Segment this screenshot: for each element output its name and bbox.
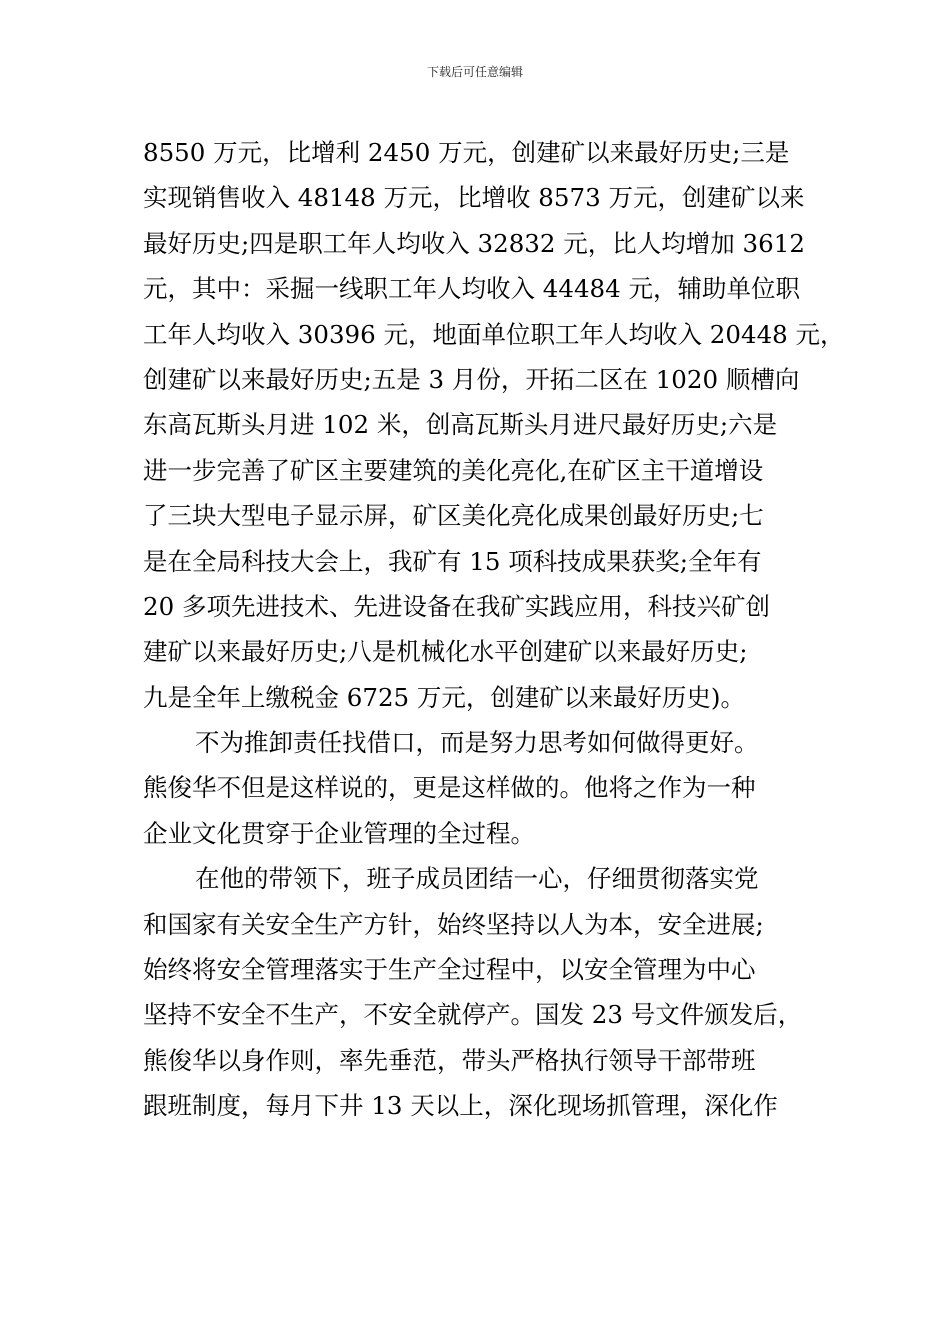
text-line: 实现销售收入 48148 万元，比增收 8573 万元，创建矿以来 [143, 183, 805, 213]
text-line: 坚持不安全不生产，不安全就停产。国发 23 号文件颁发后， [143, 1000, 803, 1030]
text-line: 是在全局科技大会上，我矿有 15 项科技成果获奖;全年有 [143, 546, 762, 576]
text-line: 跟班制度，每月下井 13 天以上，深化现场抓管理，深化作 [143, 1091, 778, 1121]
paragraph [143, 856, 813, 1128]
document-body [143, 130, 845, 1129]
text-line: 最好历史;四是职工年人均收入 32832 元，比人均增加 3612 [143, 228, 805, 258]
text-line: 进一步完善了矿区主要建筑的美化亮化,在矿区主干道增设 [143, 455, 764, 485]
text-line: 和国家有关安全生产方针，始终坚持以人为本，安全进展; [143, 909, 764, 939]
text-line: 20 多项先进技术、先进设备在我矿实践应用，科技兴矿创 [143, 591, 770, 621]
paragraph [143, 720, 813, 856]
text-line: 工年人均收入 30396 元，地面单位职工年人均收入 20448 元， [143, 319, 845, 349]
text-line: 建矿以来最好历史;八是机械化水平创建矿以来最好历史; [143, 637, 748, 667]
text-line: 九是全年上缴税金 6725 万元，创建矿以来最好历史)。 [143, 682, 745, 712]
text-line: 企业文化贯穿于企业管理的全过程。 [143, 818, 535, 848]
text-line: 熊俊华不但是这样说的，更是这样做的。他将之作为一种 [143, 773, 756, 803]
text-line: 不为推卸责任找借口，而是努力思考如何做得更好。 [195, 728, 759, 758]
text-line: 始终将安全管理落实于生产全过程中，以安全管理为中心 [143, 955, 756, 985]
text-line: 东高瓦斯头月进 102 米，创高瓦斯头月进尺最好历史;六是 [143, 410, 778, 440]
text-line: 在他的带领下，班子成员团结一心，仔细贯彻落实党 [195, 864, 759, 894]
text-line: 创建矿以来最好历史;五是 3 月份，开拓二区在 1020 顺槽向 [143, 364, 800, 394]
text-line: 元，其中：采掘一线职工年人均收入 44484 元，辅助单位职 [143, 274, 801, 304]
text-line: 8550 万元，比增利 2450 万元，创建矿以来最好历史;三是 [143, 138, 790, 167]
page-header: 下载后可任意编辑 [426, 65, 523, 79]
paragraph [143, 130, 845, 720]
text-line: 了三块大型电子显示屏，矿区美化亮化成果创最好历史;七 [143, 501, 764, 531]
text-line: 熊俊华以身作则，率先垂范，带头严格执行领导干部带班 [143, 1045, 756, 1075]
